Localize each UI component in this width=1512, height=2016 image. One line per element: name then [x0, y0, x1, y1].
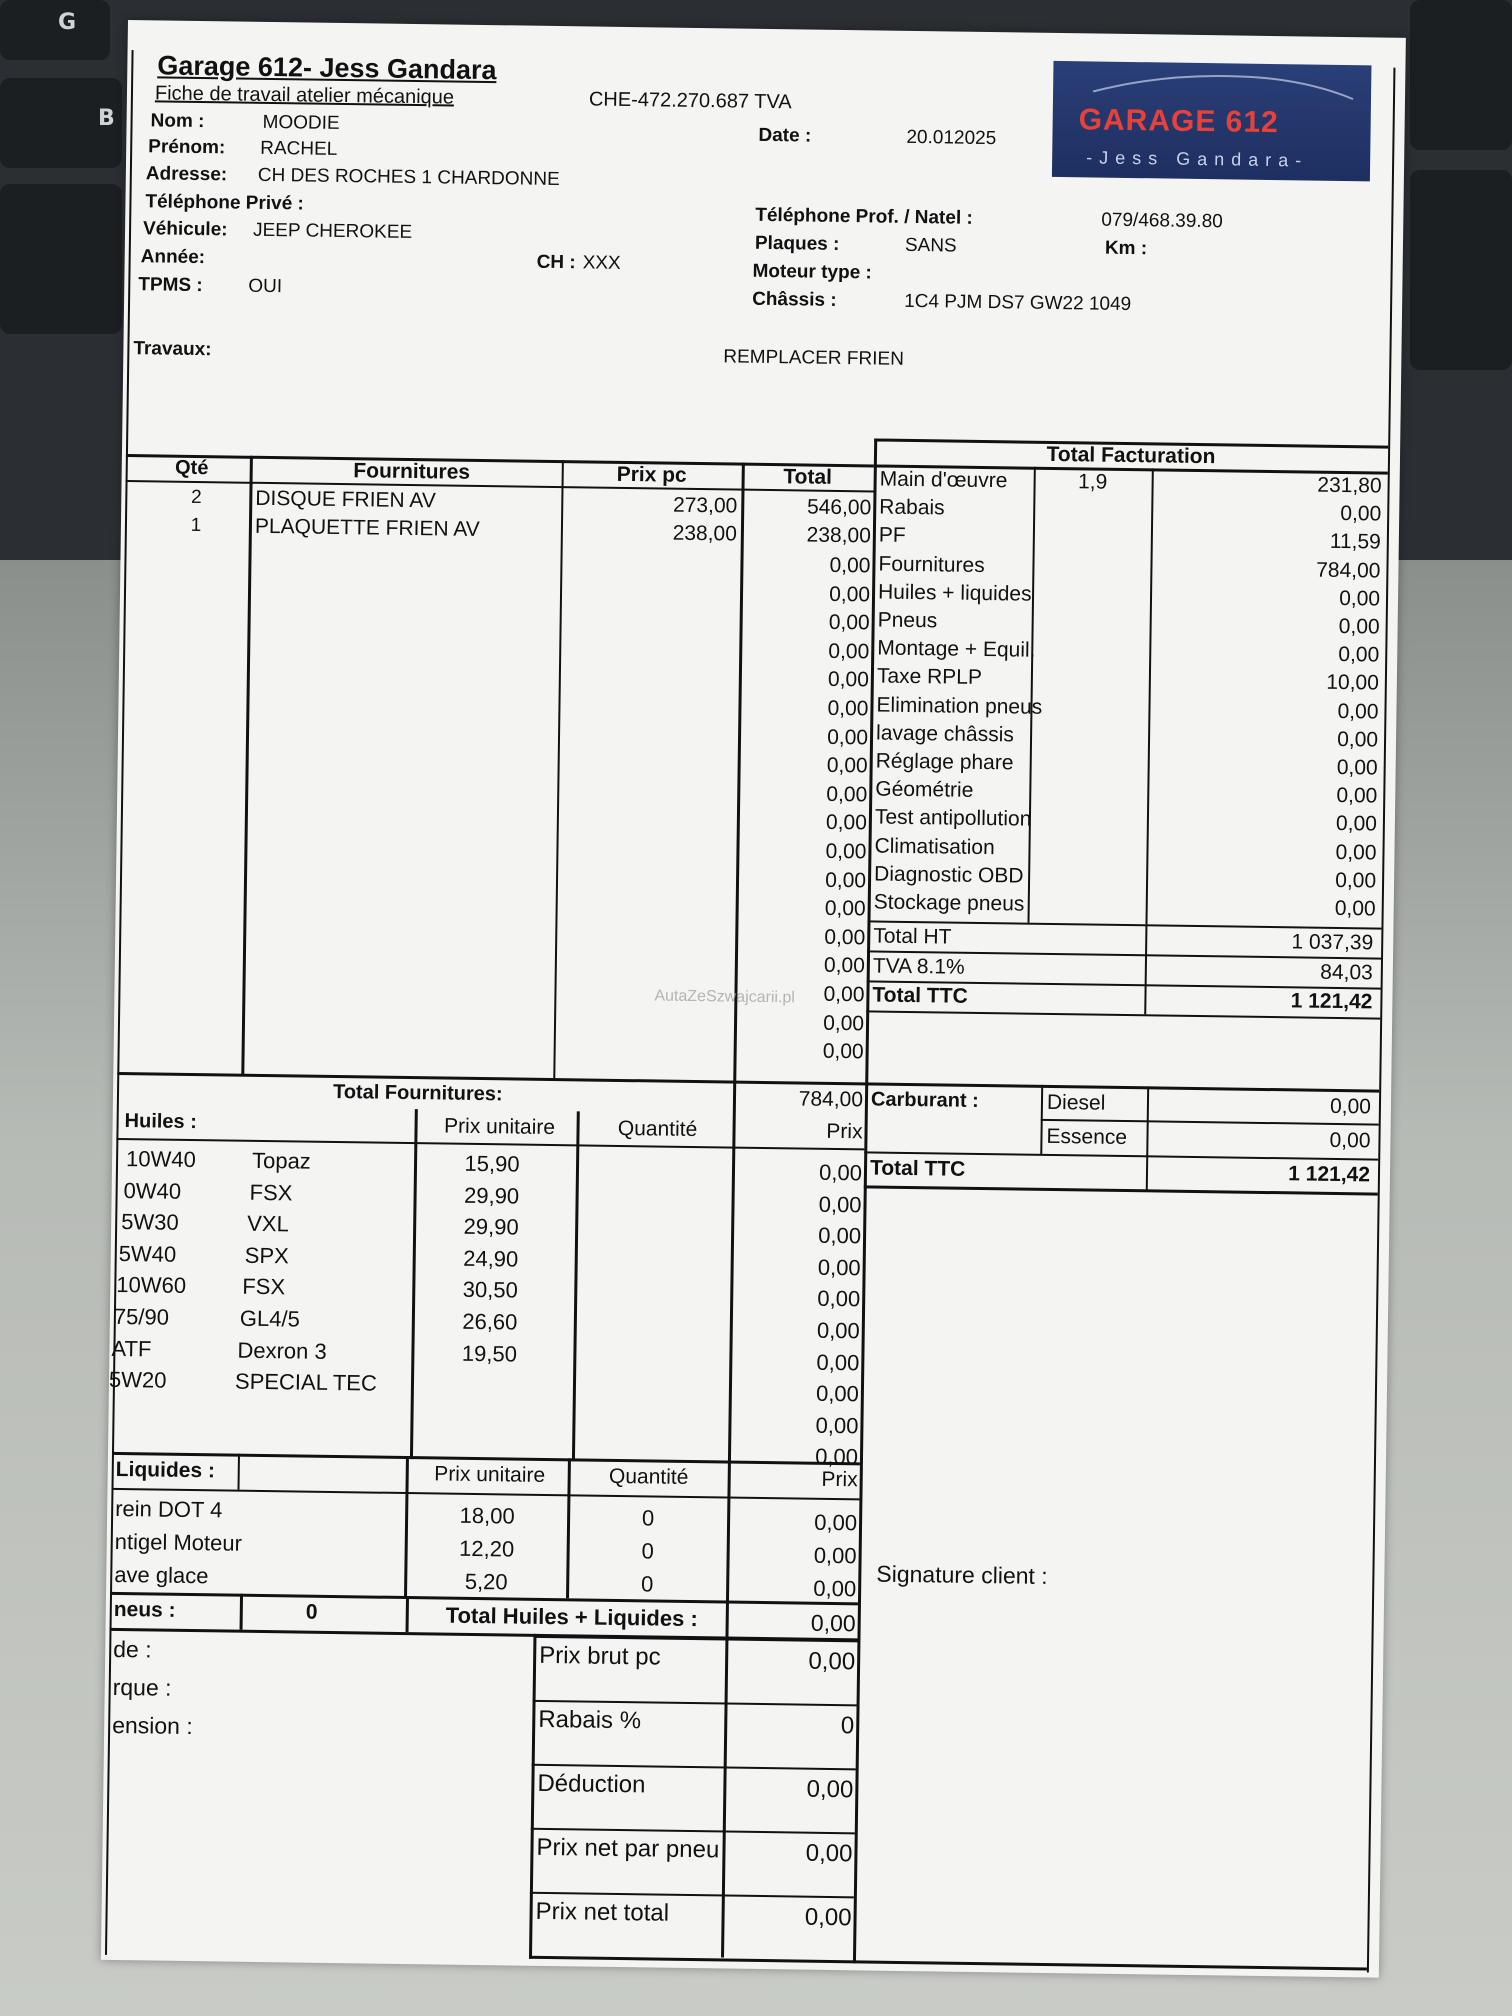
huile-code: 0W40	[123, 1177, 182, 1204]
facturation-row-label: Diagnostic OBD	[873, 862, 1024, 888]
travaux-label: Travaux:	[133, 338, 212, 361]
fourniture-desc: DISQUE FRIEN AV	[255, 486, 436, 513]
col-header-total: Total	[783, 465, 833, 489]
facturation-row-label: Taxe RPLP	[876, 664, 983, 690]
fourniture-empty-total: 0,00	[828, 611, 870, 635]
huile-code: 5W40	[118, 1240, 177, 1267]
huile-name: SPX	[244, 1242, 289, 1269]
pneu-row-label: Prix brut pc	[539, 1641, 661, 1671]
annee-label: Année:	[140, 246, 206, 269]
huiles-header-qte: Quantité	[617, 1116, 698, 1142]
pneus-left-label: ension :	[112, 1711, 193, 1740]
facturation-row-label: PF	[878, 523, 906, 548]
watermark: AutaZeSzwajcarii.pl	[654, 987, 796, 1007]
keyboard-key-label: B	[98, 106, 115, 131]
pneu-row-line	[531, 1828, 855, 1835]
carburant-col-sep	[1146, 1086, 1149, 1190]
fourniture-qty: 1	[190, 514, 202, 537]
huile-price: 29,90	[463, 1213, 519, 1240]
fourniture-empty-total: 0,00	[828, 639, 870, 664]
essence-value: 0,00	[1329, 1128, 1371, 1153]
huile-name: Topaz	[251, 1147, 311, 1174]
ch-label: CH :	[536, 251, 576, 274]
tva-label: TVA 8.1%	[872, 954, 965, 979]
fourniture-empty-total: 0,00	[825, 839, 867, 864]
liquide-name: rein DOT 4	[115, 1495, 223, 1523]
plaques-value: SANS	[904, 234, 957, 257]
fourniture-total: 238,00	[806, 523, 872, 548]
garage-title: Garage 612- Jess Gandara	[157, 50, 497, 86]
pneus-col-sep	[240, 1594, 244, 1630]
huile-price: 15,90	[464, 1150, 520, 1177]
facturation-row-amount: 0,00	[1336, 784, 1378, 808]
liquides-header-prix-total: Prix	[821, 1467, 858, 1492]
logo-main: GARAGE 612	[1078, 103, 1279, 140]
pneu-row-label: Rabais %	[538, 1705, 642, 1735]
final-ttc-value: 1 121,42	[1288, 1162, 1371, 1187]
col-header-prix: Prix pc	[616, 462, 687, 487]
diesel-value: 0,00	[1329, 1094, 1372, 1119]
facturation-row-amount: 231,80	[1317, 473, 1382, 498]
fourniture-empty-total: 0,00	[822, 1039, 864, 1064]
liquides-header-qte: Quantité	[608, 1464, 689, 1489]
facturation-row-amount: 0,00	[1336, 755, 1378, 780]
liquide-total: 0,00	[814, 1509, 858, 1536]
pneu-row-value: 0,00	[804, 1903, 852, 1932]
facturation-row-label: Réglage phare	[875, 749, 1014, 775]
huiles-header-prix-total: Prix	[826, 1119, 863, 1144]
col-sep	[241, 456, 253, 1076]
huile-total: 0,00	[815, 1412, 859, 1439]
garage-logo	[1052, 61, 1372, 181]
huile-total: 0,00	[818, 1222, 862, 1249]
liquides-header-prix: Prix unitaire	[434, 1462, 546, 1487]
date-label: Date :	[758, 124, 812, 147]
facturation-row-label: Test antipollution	[874, 805, 1032, 832]
tel-prof-value: 079/468.39.80	[1101, 209, 1223, 233]
prenom-label: Prénom:	[148, 136, 226, 159]
huiles-title: Huiles :	[124, 1110, 198, 1134]
facturation-col-sep	[1144, 924, 1147, 1014]
total-ttc-value: 1 121,42	[1290, 989, 1373, 1014]
facturation-row-amount: 0,00	[1339, 586, 1381, 611]
pneu-row-label: Déduction	[537, 1769, 646, 1799]
col-header-qte: Qté	[174, 456, 209, 480]
nom-label: Nom :	[150, 110, 205, 133]
facturation-title: Total Facturation	[1046, 442, 1216, 469]
col-header-fournitures: Fournitures	[353, 459, 471, 484]
fourniture-empty-total: 0,00	[829, 553, 871, 578]
liquides-title: Liquides :	[115, 1457, 216, 1483]
fourniture-empty-total: 0,00	[824, 897, 866, 921]
huile-total: 0,00	[817, 1286, 861, 1312]
fourniture-price: 238,00	[672, 521, 738, 546]
fourniture-empty-total: 0,00	[825, 811, 868, 835]
huile-code: 5W20	[108, 1367, 167, 1393]
huile-code: 75/90	[113, 1303, 170, 1330]
facturation-row-amount: 0,00	[1335, 868, 1377, 893]
huile-price: 30,50	[462, 1277, 519, 1303]
fourniture-empty-total: 0,00	[826, 754, 868, 778]
pneu-row-value: 0,00	[808, 1647, 856, 1676]
liquide-name: ave glace	[114, 1561, 209, 1589]
huile-price: 19,50	[461, 1340, 518, 1367]
huile-code: 10W60	[116, 1272, 187, 1299]
facturation-row-qty: 1,9	[1077, 470, 1108, 494]
fourniture-empty-total: 0,00	[823, 954, 866, 978]
liquide-name: ntigel Moteur	[114, 1528, 243, 1556]
fourniture-empty-total: 0,00	[826, 782, 868, 807]
facturation-row-amount: 0,00	[1335, 812, 1378, 836]
facturation-row-amount: 0,00	[1335, 840, 1377, 865]
pneus-count-value: 0	[305, 1600, 318, 1624]
chassis-label: Châssis :	[752, 288, 837, 311]
huile-total: 0,00	[815, 1380, 860, 1407]
liquide-qty: 0	[641, 1538, 654, 1564]
vehicule-value: JEEP CHEROKEE	[252, 219, 413, 243]
huile-name: SPECIAL TEC	[234, 1368, 378, 1396]
carburant-label: Carburant :	[870, 1088, 979, 1112]
keyboard-key-label: G	[58, 10, 77, 35]
huile-price: 26,60	[462, 1308, 518, 1335]
km-label: Km :	[1104, 237, 1148, 260]
huiles-col-sep	[572, 1111, 580, 1461]
moteur-label: Moteur type :	[752, 260, 872, 284]
total-ht-value: 1 037,39	[1291, 930, 1374, 955]
facturation-row-label: Elimination pneus	[876, 693, 1043, 719]
total-fournitures-value: 784,00	[798, 1087, 864, 1112]
liquide-price: 12,20	[458, 1535, 515, 1562]
facturation-row-label: Géométrie	[875, 777, 974, 803]
liquide-price: 18,00	[459, 1502, 515, 1529]
date-value: 20.012025	[906, 126, 997, 150]
huile-name: GL4/5	[239, 1305, 300, 1332]
pneu-row-value: 0,00	[806, 1775, 854, 1804]
huile-price: 24,90	[463, 1245, 519, 1272]
col-sep	[553, 460, 564, 1080]
facturation-row-label: Stockage pneus	[873, 890, 1025, 916]
pneu-row-label: Prix net total	[535, 1897, 670, 1927]
pneu-row-label: Prix net par pneu	[536, 1833, 720, 1864]
final-ttc-bottom	[864, 1185, 1378, 1195]
facturation-row-label: Pneus	[877, 608, 938, 633]
fourniture-empty-total: 0,00	[823, 982, 865, 1007]
huile-name: FSX	[249, 1179, 293, 1206]
liquide-price: 5,20	[464, 1568, 508, 1595]
adresse-label: Adresse:	[145, 163, 228, 186]
facturation-row-label: lavage châssis	[875, 721, 1015, 747]
facturation-row-amount: 0,00	[1338, 643, 1380, 667]
facturation-row-label: Montage + Equil.	[877, 636, 1036, 662]
total-ttc-label: Total TTC	[872, 983, 968, 1008]
huile-total: 0,00	[818, 1191, 862, 1217]
liquide-qty: 0	[641, 1505, 655, 1531]
diesel-label: Diesel	[1046, 1090, 1106, 1115]
pneus-count-label: neus :	[113, 1597, 176, 1622]
facturation-row-label: Huiles + liquides	[877, 580, 1032, 606]
prenom-value: RACHEL	[260, 137, 338, 160]
fourniture-empty-total: 0,00	[825, 868, 867, 892]
total-huiles-liquides-label: Total Huiles + Liquides :	[445, 1602, 698, 1632]
keyboard-key	[1410, 0, 1512, 150]
pneus-left-label: rque :	[112, 1673, 172, 1701]
travaux-value: REMPLACER FRIEN	[723, 346, 905, 370]
total-fournitures-label: Total Fournitures:	[332, 1080, 503, 1106]
tpms-value: OUI	[248, 275, 283, 298]
ch-value: XXX	[582, 252, 621, 274]
logo-sub: -Jess Gandara-	[1086, 147, 1309, 171]
fourniture-price: 273,00	[672, 493, 738, 518]
facturation-row-amount: 10,00	[1326, 671, 1380, 695]
facturation-row-label: Fournitures	[878, 552, 985, 577]
fourniture-empty-total: 0,00	[827, 696, 869, 721]
adresse-value: CH DES ROCHES 1 CHARDONNE	[257, 164, 560, 191]
tel-prof-label: Téléphone Prof. / Natel :	[755, 204, 973, 229]
facturation-row-amount: 784,00	[1316, 558, 1381, 583]
huile-name: Dexron 3	[237, 1337, 327, 1364]
fourniture-total: 546,00	[806, 495, 872, 520]
fourniture-empty-total: 0,00	[827, 668, 870, 692]
facturation-row-label: Climatisation	[874, 834, 995, 859]
huile-total: 0,00	[817, 1254, 861, 1281]
work-order-sheet	[101, 20, 1406, 1978]
fourniture-empty-total: 0,00	[829, 582, 871, 607]
chassis-value: 1C4 PJM DS7 GW22 1049	[904, 290, 1132, 316]
huile-code: ATF	[111, 1335, 152, 1362]
total-huiles-liquides-value: 0,00	[810, 1609, 856, 1637]
plaques-label: Plaques :	[754, 232, 840, 255]
fourniture-empty-total: 0,00	[824, 925, 866, 950]
facturation-row-amount: 0,00	[1337, 727, 1379, 752]
keyboard-key	[1410, 170, 1512, 370]
facturation-row-amount: 0,00	[1334, 896, 1376, 921]
pneus-left-label: de :	[113, 1635, 152, 1663]
nom-value: MOODIE	[262, 111, 340, 134]
pneu-row-value: 0	[840, 1712, 855, 1740]
vat-number: CHE-472.270.687 TVA	[588, 88, 792, 114]
keyboard-key	[0, 0, 110, 60]
pneu-row-line	[530, 1892, 854, 1899]
essence-label: Essence	[1046, 1124, 1128, 1150]
facturation-row-amount: 0,00	[1338, 614, 1380, 639]
facturation-row-label: Rabais	[879, 495, 945, 520]
facturation-row-amount: 0,00	[1337, 699, 1379, 724]
tva-value: 84,03	[1320, 960, 1373, 985]
huile-total: 0,00	[818, 1159, 863, 1186]
huile-total: 0,00	[816, 1349, 860, 1375]
signature-label: Signature client :	[876, 1560, 1048, 1589]
fourniture-desc: PLAQUETTE FRIEN AV	[254, 514, 480, 541]
huile-total: 0,00	[815, 1444, 859, 1470]
facturation-row-label: Main d'œuvre	[879, 467, 1008, 493]
pneus-col-sep	[406, 1596, 410, 1632]
sheet-subtitle: Fiche de travail atelier mécanique	[154, 82, 455, 109]
pneu-row-line	[532, 1764, 856, 1771]
liquide-total: 0,00	[813, 1542, 857, 1569]
pneu-row-line	[533, 1700, 857, 1707]
huile-name: FSX	[242, 1274, 286, 1300]
huile-code: 5W30	[121, 1209, 179, 1236]
huile-code: 10W40	[125, 1146, 196, 1173]
huile-name: VXL	[247, 1210, 289, 1237]
liquide-total: 0,00	[813, 1575, 857, 1602]
vehicule-label: Véhicule:	[142, 218, 228, 241]
fourniture-qty: 2	[190, 486, 202, 509]
facturation-row-amount: 0,00	[1340, 502, 1382, 526]
liquide-qty: 0	[640, 1571, 654, 1597]
carburant-mid-line	[1041, 1119, 1379, 1126]
total-ht-label: Total HT	[873, 924, 952, 949]
tpms-label: TPMS :	[138, 274, 203, 297]
pneu-row-value: 0,00	[805, 1839, 853, 1868]
keyboard-key	[0, 184, 122, 334]
huile-total: 0,00	[816, 1317, 860, 1344]
facturation-row-amount: 11,59	[1329, 530, 1381, 554]
fourniture-empty-total: 0,00	[823, 1011, 865, 1035]
fourniture-empty-total: 0,00	[827, 725, 869, 749]
final-ttc-label: Total TTC	[869, 1156, 966, 1181]
tel-prive-label: Téléphone Privé :	[145, 191, 304, 215]
huile-price: 29,90	[463, 1182, 520, 1209]
liquides-col-sep	[237, 1454, 240, 1490]
huiles-header-prix: Prix unitaire	[443, 1114, 556, 1140]
